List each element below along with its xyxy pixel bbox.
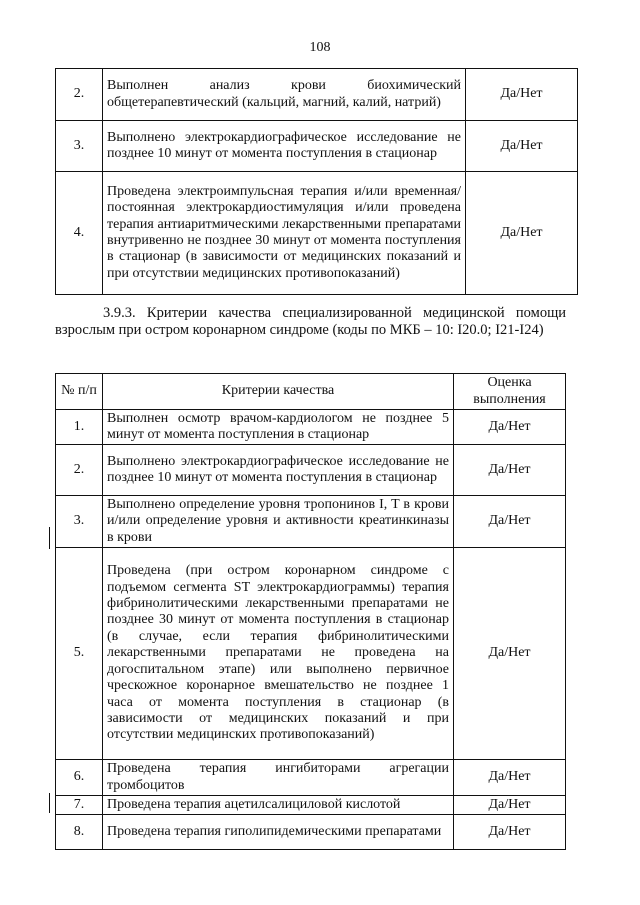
column-header-number: № п/п — [56, 374, 103, 410]
table-row — [56, 69, 578, 121]
section-intro: 3.9.3. Критерии качества специализированной медицинской помощи взрослым при остром коронарном синдроме (коды по МКБ – 10: I20.0; I21-I24) — [55, 305, 566, 338]
table-row — [56, 172, 578, 295]
criterion-text: Выполнен осмотр врачом-кардиологом не позднее 5 минут от момента поступления в стационар — [103, 410, 454, 445]
assessment-value: Да/Нет — [454, 815, 566, 850]
criterion-text: Проведена терапия ингибиторами агрегации тромбоцитов — [103, 760, 454, 796]
assessment-value: Да/Нет — [454, 760, 566, 796]
criteria-table-continued — [55, 68, 578, 295]
row-number: 7. — [56, 796, 103, 815]
assessment-value: Да/Нет — [454, 445, 566, 496]
table-row — [56, 445, 566, 496]
assessment-value: Да/Нет — [454, 496, 566, 548]
column-header-assessment: Оценка выполнения — [454, 374, 566, 410]
margin-mark — [49, 527, 50, 549]
assessment-value: Да/Нет — [466, 69, 578, 121]
row-number: 4. — [56, 172, 103, 295]
column-header-criteria: Критерии качества — [103, 374, 454, 410]
table-header-row — [56, 374, 566, 410]
table-row — [56, 796, 566, 815]
margin-mark — [49, 793, 50, 813]
assessment-value: Да/Нет — [454, 796, 566, 815]
table-row — [56, 760, 566, 796]
table-row — [56, 548, 566, 760]
row-number: 2. — [56, 445, 103, 496]
assessment-value: Да/Нет — [466, 121, 578, 172]
table-row — [56, 121, 578, 172]
row-number: 3. — [56, 121, 103, 172]
criteria-table — [55, 373, 566, 850]
criterion-text: Проведена терапия гиполипидемическими препаратами — [103, 815, 454, 850]
assessment-value: Да/Нет — [466, 172, 578, 295]
assessment-value: Да/Нет — [454, 548, 566, 760]
criterion-text: Выполнено определение уровня тропонинов I, T в крови и/или определение уровня и активности креатинкиназы в крови — [103, 496, 454, 548]
row-number: 3. — [56, 496, 103, 548]
row-number: 6. — [56, 760, 103, 796]
table-row — [56, 410, 566, 445]
table-row — [56, 815, 566, 850]
criterion-text: Выполнено электрокардиографическое исследование не позднее 10 минут от момента поступления в стационар — [103, 121, 466, 172]
criterion-text: Проведена (при остром коронарном синдроме с подъемом сегмента ST электрокардиограммы) терапия фибринолитическими лекарственными препаратами не позднее 30 минут от момента поступления в стационар (в случае, если терапия фибринолитическими лекарственными препаратами не проведена на догоспитальном этапе) или выполнено первичное чрескожное коронарное вмешательство не позднее 1 часа от момента поступления в стационар (в зависимости от медицинских показаний и при отсутствии медицинских противопоказаний) — [103, 548, 454, 760]
page-number: 108 — [309, 40, 331, 55]
criterion-text: Проведена терапия ацетилсалициловой кислотой — [103, 796, 454, 815]
assessment-value: Да/Нет — [454, 410, 566, 445]
row-number: 8. — [56, 815, 103, 850]
row-number: 5. — [56, 548, 103, 760]
criterion-text: Выполнен анализ крови биохимический общетерапевтический (кальций, магний, калий, натрий) — [103, 69, 466, 121]
row-number: 2. — [56, 69, 103, 121]
criterion-text: Проведена электроимпульсная терапия и/или временная/постоянная электрокардиостимуляция и/или проведена терапия антиаритмическими лекарственными препаратами внутривенно не позднее 30 минут от момента поступления в стационар (в зависимости от медицинских показаний и при отсутствии медицинских противопоказаний) — [103, 172, 466, 295]
row-number: 1. — [56, 410, 103, 445]
table-row — [56, 496, 566, 548]
criterion-text: Выполнено электрокардиографическое исследование не позднее 10 минут от момента поступления в стационар — [103, 445, 454, 496]
